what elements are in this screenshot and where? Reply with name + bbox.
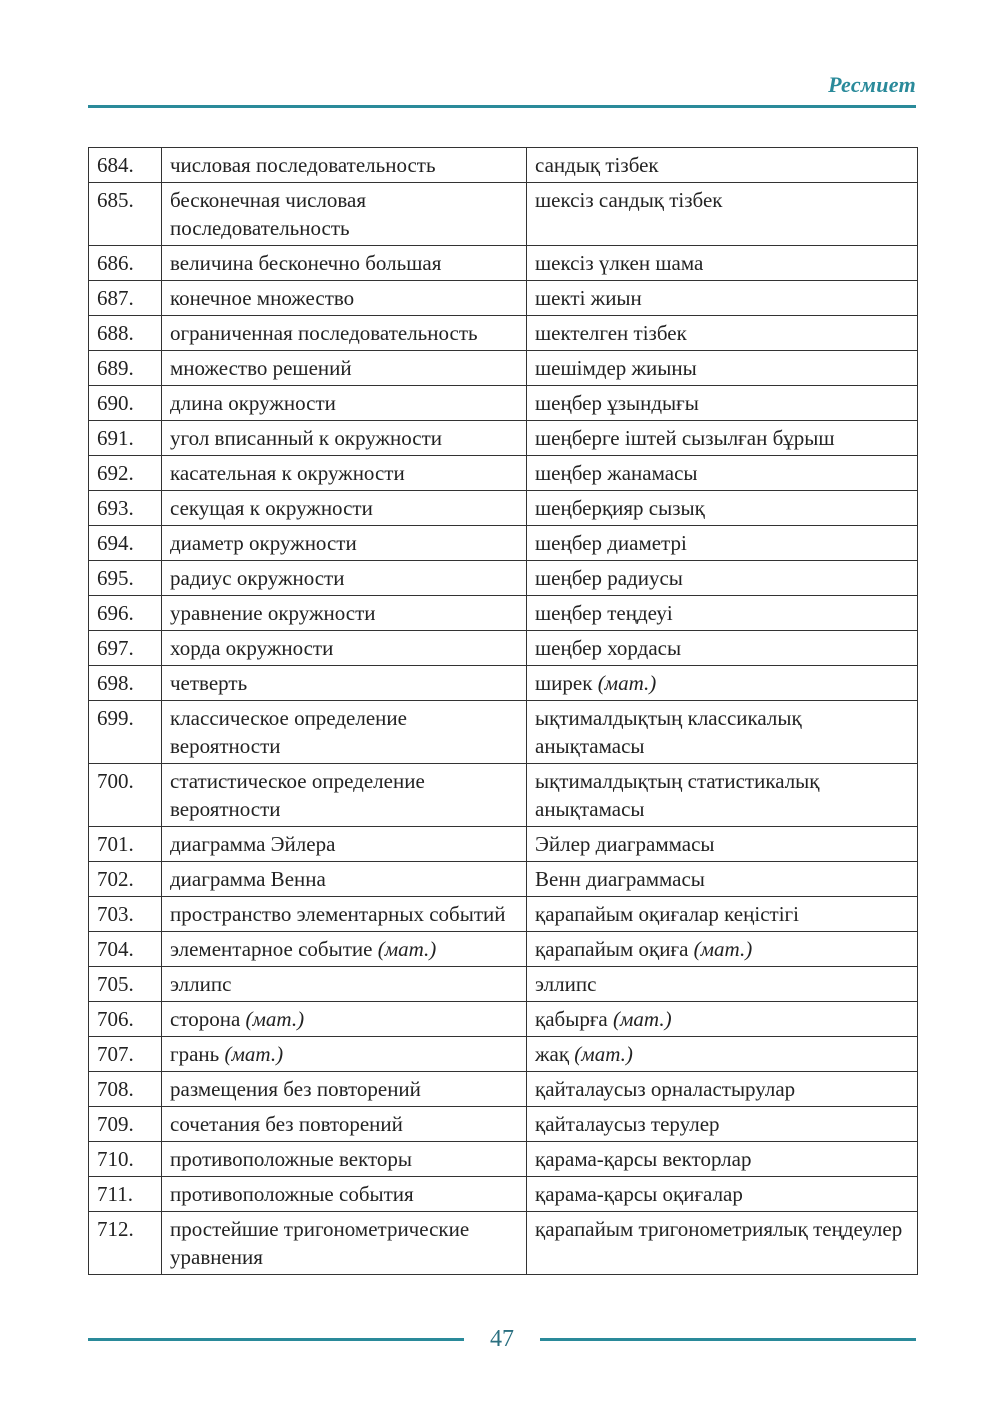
table-row xyxy=(89,1142,918,1177)
russian-term-text: сторона xyxy=(170,1007,241,1031)
russian-term-text: конечное множество xyxy=(170,286,355,310)
table-row xyxy=(89,316,918,351)
kazakh-term xyxy=(527,596,918,631)
kazakh-term xyxy=(527,1072,918,1107)
russian-term-text: секущая к окружности xyxy=(170,496,373,520)
russian-term-text: классическое определение вероятности xyxy=(170,706,407,758)
kazakh-term xyxy=(527,897,918,932)
russian-term xyxy=(162,246,527,281)
russian-term xyxy=(162,183,527,246)
russian-term-text: угол вписанный к окружности xyxy=(170,426,443,450)
kazakh-term xyxy=(527,183,918,246)
kazakh-term-text: қайталаусыз терулер xyxy=(535,1112,720,1136)
entry-number: 685. xyxy=(89,183,162,246)
kazakh-term-text: шеңбер радиусы xyxy=(535,566,683,590)
russian-term xyxy=(162,862,527,897)
russian-term xyxy=(162,456,527,491)
russian-term xyxy=(162,596,527,631)
kazakh-term xyxy=(527,491,918,526)
footer-rule-right xyxy=(540,1338,916,1341)
table-row xyxy=(89,1212,918,1275)
kazakh-term xyxy=(527,1177,918,1212)
table-row xyxy=(89,967,918,1002)
glossary-body xyxy=(89,148,918,1275)
russian-term xyxy=(162,561,527,596)
kazakh-term-text: шектелген тізбек xyxy=(535,321,687,345)
table-row xyxy=(89,421,918,456)
russian-term-text: диаграмма Венна xyxy=(170,867,326,891)
kazakh-term-text: шешімдер жиыны xyxy=(535,356,697,380)
russian-term xyxy=(162,764,527,827)
kazakh-term-text: қабырға xyxy=(535,1007,608,1031)
entry-number: 702. xyxy=(89,862,162,897)
entry-number: 712. xyxy=(89,1212,162,1275)
russian-term xyxy=(162,148,527,183)
table-row xyxy=(89,351,918,386)
kazakh-term xyxy=(527,764,918,827)
entry-number: 688. xyxy=(89,316,162,351)
table-row xyxy=(89,666,918,701)
entry-number: 706. xyxy=(89,1002,162,1037)
table-row xyxy=(89,456,918,491)
entry-number: 709. xyxy=(89,1107,162,1142)
kazakh-term xyxy=(527,1212,918,1275)
header-rule xyxy=(88,105,916,108)
table-row xyxy=(89,932,918,967)
kazakh-term-text: жақ xyxy=(535,1042,570,1066)
table-row xyxy=(89,1002,918,1037)
russian-term-text: четверть xyxy=(170,671,248,695)
russian-term-text: грань xyxy=(170,1042,220,1066)
entry-number: 692. xyxy=(89,456,162,491)
russian-term xyxy=(162,421,527,456)
entry-number: 698. xyxy=(89,666,162,701)
entry-number: 707. xyxy=(89,1037,162,1072)
russian-term-text: ограниченная последовательность xyxy=(170,321,478,345)
entry-number: 684. xyxy=(89,148,162,183)
kazakh-term-note: (мат.) xyxy=(574,1042,633,1066)
kazakh-term-text: Венн диаграммасы xyxy=(535,867,705,891)
table-row xyxy=(89,281,918,316)
kazakh-term-text: шексіз үлкен шама xyxy=(535,251,704,275)
kazakh-term xyxy=(527,386,918,421)
kazakh-term-text: шеңбер ұзындығы xyxy=(535,391,699,415)
table-row xyxy=(89,148,918,183)
kazakh-term-text: ширек xyxy=(535,671,593,695)
kazakh-term-text: шеңбер теңдеуі xyxy=(535,601,673,625)
russian-term xyxy=(162,701,527,764)
russian-term-text: бесконечная числовая последовательность xyxy=(170,188,366,240)
russian-term-note: (мат.) xyxy=(245,1007,305,1031)
table-row xyxy=(89,764,918,827)
table-row xyxy=(89,526,918,561)
entry-number: 700. xyxy=(89,764,162,827)
russian-term-text: диаграмма Эйлера xyxy=(170,832,336,856)
table-row xyxy=(89,561,918,596)
kazakh-term xyxy=(527,281,918,316)
russian-term xyxy=(162,316,527,351)
kazakh-term xyxy=(527,701,918,764)
entry-number: 691. xyxy=(89,421,162,456)
kazakh-term-note: (мат.) xyxy=(597,671,657,695)
kazakh-term-text: Эйлер диаграммасы xyxy=(535,832,715,856)
kazakh-term xyxy=(527,316,918,351)
entry-number: 693. xyxy=(89,491,162,526)
table-row xyxy=(89,701,918,764)
table-row xyxy=(89,1107,918,1142)
kazakh-term xyxy=(527,1002,918,1037)
entry-number: 711. xyxy=(89,1177,162,1212)
russian-term xyxy=(162,827,527,862)
russian-term-text: противоположные векторы xyxy=(170,1147,413,1171)
russian-term xyxy=(162,1072,527,1107)
kazakh-term-note: (мат.) xyxy=(693,937,753,961)
kazakh-term-text: сандық тізбек xyxy=(535,153,659,177)
russian-term xyxy=(162,1107,527,1142)
table-row xyxy=(89,862,918,897)
russian-term-text: множество решений xyxy=(170,356,352,380)
kazakh-term xyxy=(527,526,918,561)
kazakh-term-text: шекті жиын xyxy=(535,286,642,310)
entry-number: 686. xyxy=(89,246,162,281)
kazakh-term-text: шеңберге іштей сызылған бұрыш xyxy=(535,426,835,450)
kazakh-term-text: қарама-қарсы векторлар xyxy=(535,1147,752,1171)
kazakh-term-text: шексіз сандық тізбек xyxy=(535,188,723,212)
russian-term xyxy=(162,666,527,701)
kazakh-term-text: қарапайым оқиғалар кеңістігі xyxy=(535,902,799,926)
kazakh-term-text: қарапайым тригонометриялық теңдеулер xyxy=(535,1217,903,1241)
russian-term-text: элементарное событие xyxy=(170,937,373,961)
russian-term xyxy=(162,897,527,932)
kazakh-term-text: эллипс xyxy=(535,972,597,996)
entry-number: 695. xyxy=(89,561,162,596)
kazakh-term xyxy=(527,631,918,666)
entry-number: 697. xyxy=(89,631,162,666)
kazakh-term-text: қарама-қарсы оқиғалар xyxy=(535,1182,743,1206)
table-row xyxy=(89,596,918,631)
table-row xyxy=(89,183,918,246)
kazakh-term-text: қарапайым оқиға xyxy=(535,937,689,961)
entry-number: 708. xyxy=(89,1072,162,1107)
kazakh-term xyxy=(527,827,918,862)
table-row xyxy=(89,491,918,526)
russian-term xyxy=(162,386,527,421)
kazakh-term-text: шеңбер диаметрі xyxy=(535,531,687,555)
kazakh-term-note: (мат.) xyxy=(613,1007,672,1031)
entry-number: 705. xyxy=(89,967,162,1002)
kazakh-term xyxy=(527,246,918,281)
kazakh-term xyxy=(527,1107,918,1142)
kazakh-term-text: қайталаусыз орналастырулар xyxy=(535,1077,796,1101)
russian-term xyxy=(162,491,527,526)
entry-number: 710. xyxy=(89,1142,162,1177)
entry-number: 687. xyxy=(89,281,162,316)
russian-term xyxy=(162,967,527,1002)
russian-term-note: (мат.) xyxy=(377,937,437,961)
kazakh-term-text: ықтималдықтың классикалық анықтамасы xyxy=(535,706,802,758)
kazakh-term xyxy=(527,932,918,967)
table-row xyxy=(89,1037,918,1072)
russian-term-text: радиус окружности xyxy=(170,566,345,590)
russian-term xyxy=(162,1177,527,1212)
russian-term xyxy=(162,1212,527,1275)
entry-number: 696. xyxy=(89,596,162,631)
table-row xyxy=(89,631,918,666)
kazakh-term xyxy=(527,1142,918,1177)
kazakh-term xyxy=(527,862,918,897)
kazakh-term xyxy=(527,421,918,456)
kazakh-term xyxy=(527,666,918,701)
russian-term-text: уравнение окружности xyxy=(170,601,376,625)
russian-term-text: пространство элементарных событий xyxy=(170,902,506,926)
russian-term-text: простейшие тригонометрические уравнения xyxy=(170,1217,470,1269)
russian-term xyxy=(162,1002,527,1037)
kazakh-term-text: шеңбер жанамасы xyxy=(535,461,698,485)
entry-number: 694. xyxy=(89,526,162,561)
russian-term xyxy=(162,932,527,967)
russian-term xyxy=(162,631,527,666)
russian-term xyxy=(162,526,527,561)
table-row xyxy=(89,1072,918,1107)
russian-term-text: числовая последовательность xyxy=(170,153,436,177)
entry-number: 701. xyxy=(89,827,162,862)
table-row xyxy=(89,386,918,421)
table-row xyxy=(89,246,918,281)
russian-term-text: сочетания без повторений xyxy=(170,1112,403,1136)
russian-term-text: величина бесконечно большая xyxy=(170,251,442,275)
russian-term xyxy=(162,351,527,386)
table-row xyxy=(89,827,918,862)
entry-number: 703. xyxy=(89,897,162,932)
russian-term-text: эллипс xyxy=(170,972,232,996)
kazakh-term xyxy=(527,1037,918,1072)
russian-term xyxy=(162,1142,527,1177)
entry-number: 690. xyxy=(89,386,162,421)
russian-term xyxy=(162,281,527,316)
kazakh-term-text: шеңберқияр сызық xyxy=(535,496,705,520)
kazakh-term xyxy=(527,967,918,1002)
kazakh-term xyxy=(527,148,918,183)
entry-number: 689. xyxy=(89,351,162,386)
kazakh-term-text: ықтималдықтың статистикалық анықтамасы xyxy=(535,769,820,821)
russian-term-text: касательная к окружности xyxy=(170,461,405,485)
table-row xyxy=(89,897,918,932)
russian-term-text: статистическое определение вероятности xyxy=(170,769,425,821)
entry-number: 699. xyxy=(89,701,162,764)
running-header-title: Ресмиет xyxy=(828,72,916,97)
russian-term-note: (мат.) xyxy=(224,1042,284,1066)
russian-term-text: диаметр окружности xyxy=(170,531,357,555)
footer-rule-left xyxy=(88,1338,464,1341)
table-row xyxy=(89,1177,918,1212)
russian-term-text: размещения без повторений xyxy=(170,1077,421,1101)
kazakh-term xyxy=(527,561,918,596)
kazakh-term xyxy=(527,456,918,491)
page-number: 47 xyxy=(490,1326,514,1352)
russian-term-text: длина окружности xyxy=(170,391,336,415)
kazakh-term xyxy=(527,351,918,386)
entry-number: 704. xyxy=(89,932,162,967)
russian-term-text: противоположные события xyxy=(170,1182,414,1206)
kazakh-term-text: шеңбер хордасы xyxy=(535,636,682,660)
glossary-table xyxy=(88,147,918,1275)
russian-term xyxy=(162,1037,527,1072)
russian-term-text: хорда окружности xyxy=(170,636,334,660)
